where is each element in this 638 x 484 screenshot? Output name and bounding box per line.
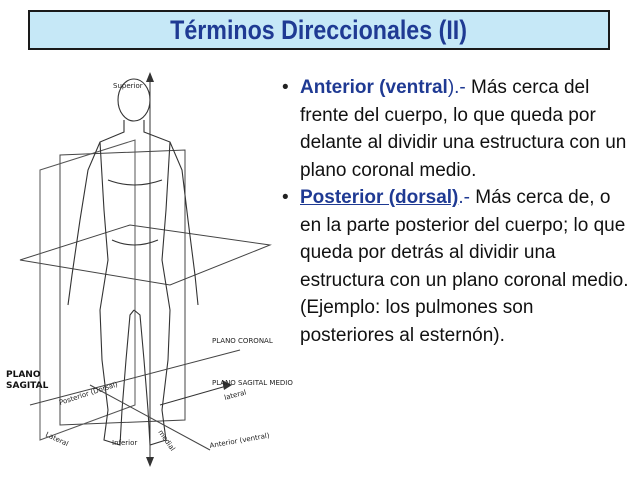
content-column <box>280 74 632 349</box>
anatomical-planes-figure <box>0 60 293 479</box>
label-inferior: Inferior <box>112 439 138 447</box>
label-plano-sagital-medio: PLANO SAGITAL MEDIO <box>212 379 293 387</box>
label-plano-coronal: PLANO CORONAL <box>212 337 273 345</box>
connector-posterior: .- <box>458 187 470 208</box>
label-medial: medial <box>156 428 177 453</box>
term-anterior: Anterior (ventral <box>300 77 448 98</box>
label-lateral-left: Lateral <box>44 430 70 449</box>
text-posterior: Más cerca de, o en la parte posterior del cuerpo; lo que queda por detrás al dividir una estructura con un plano coronal medio. (Ejemplo: los pulmones son posteriores al esternón). <box>300 187 629 346</box>
anatomy-drawing <box>0 60 293 479</box>
label-posterior: Posterior (Dorsal) <box>58 380 119 407</box>
slide-title: Términos Direccionales (II) <box>170 14 468 45</box>
term-posterior: Posterior (dorsal) <box>300 187 459 208</box>
label-lateral-right: lateral <box>223 388 248 402</box>
label-plano-sagital-1: PLANO <box>6 370 41 380</box>
bullet-dot-icon: • <box>282 77 289 98</box>
connector-anterior: .- <box>454 77 466 98</box>
bullet-anterior <box>280 74 632 184</box>
slide-title-box <box>28 10 610 50</box>
label-superior: Superior <box>113 82 143 90</box>
text-anterior: Más cerca del frente del cuerpo, lo que queda por delante al dividir una estructura con un plano coronal medio. <box>300 77 627 181</box>
label-anterior: Anterior (ventral) <box>208 431 271 450</box>
term-anterior-close: ) <box>447 77 455 98</box>
bullet-dot-icon: • <box>282 187 289 208</box>
label-plano-sagital-2: SAGITAL <box>6 381 49 391</box>
bullet-posterior <box>280 184 632 349</box>
